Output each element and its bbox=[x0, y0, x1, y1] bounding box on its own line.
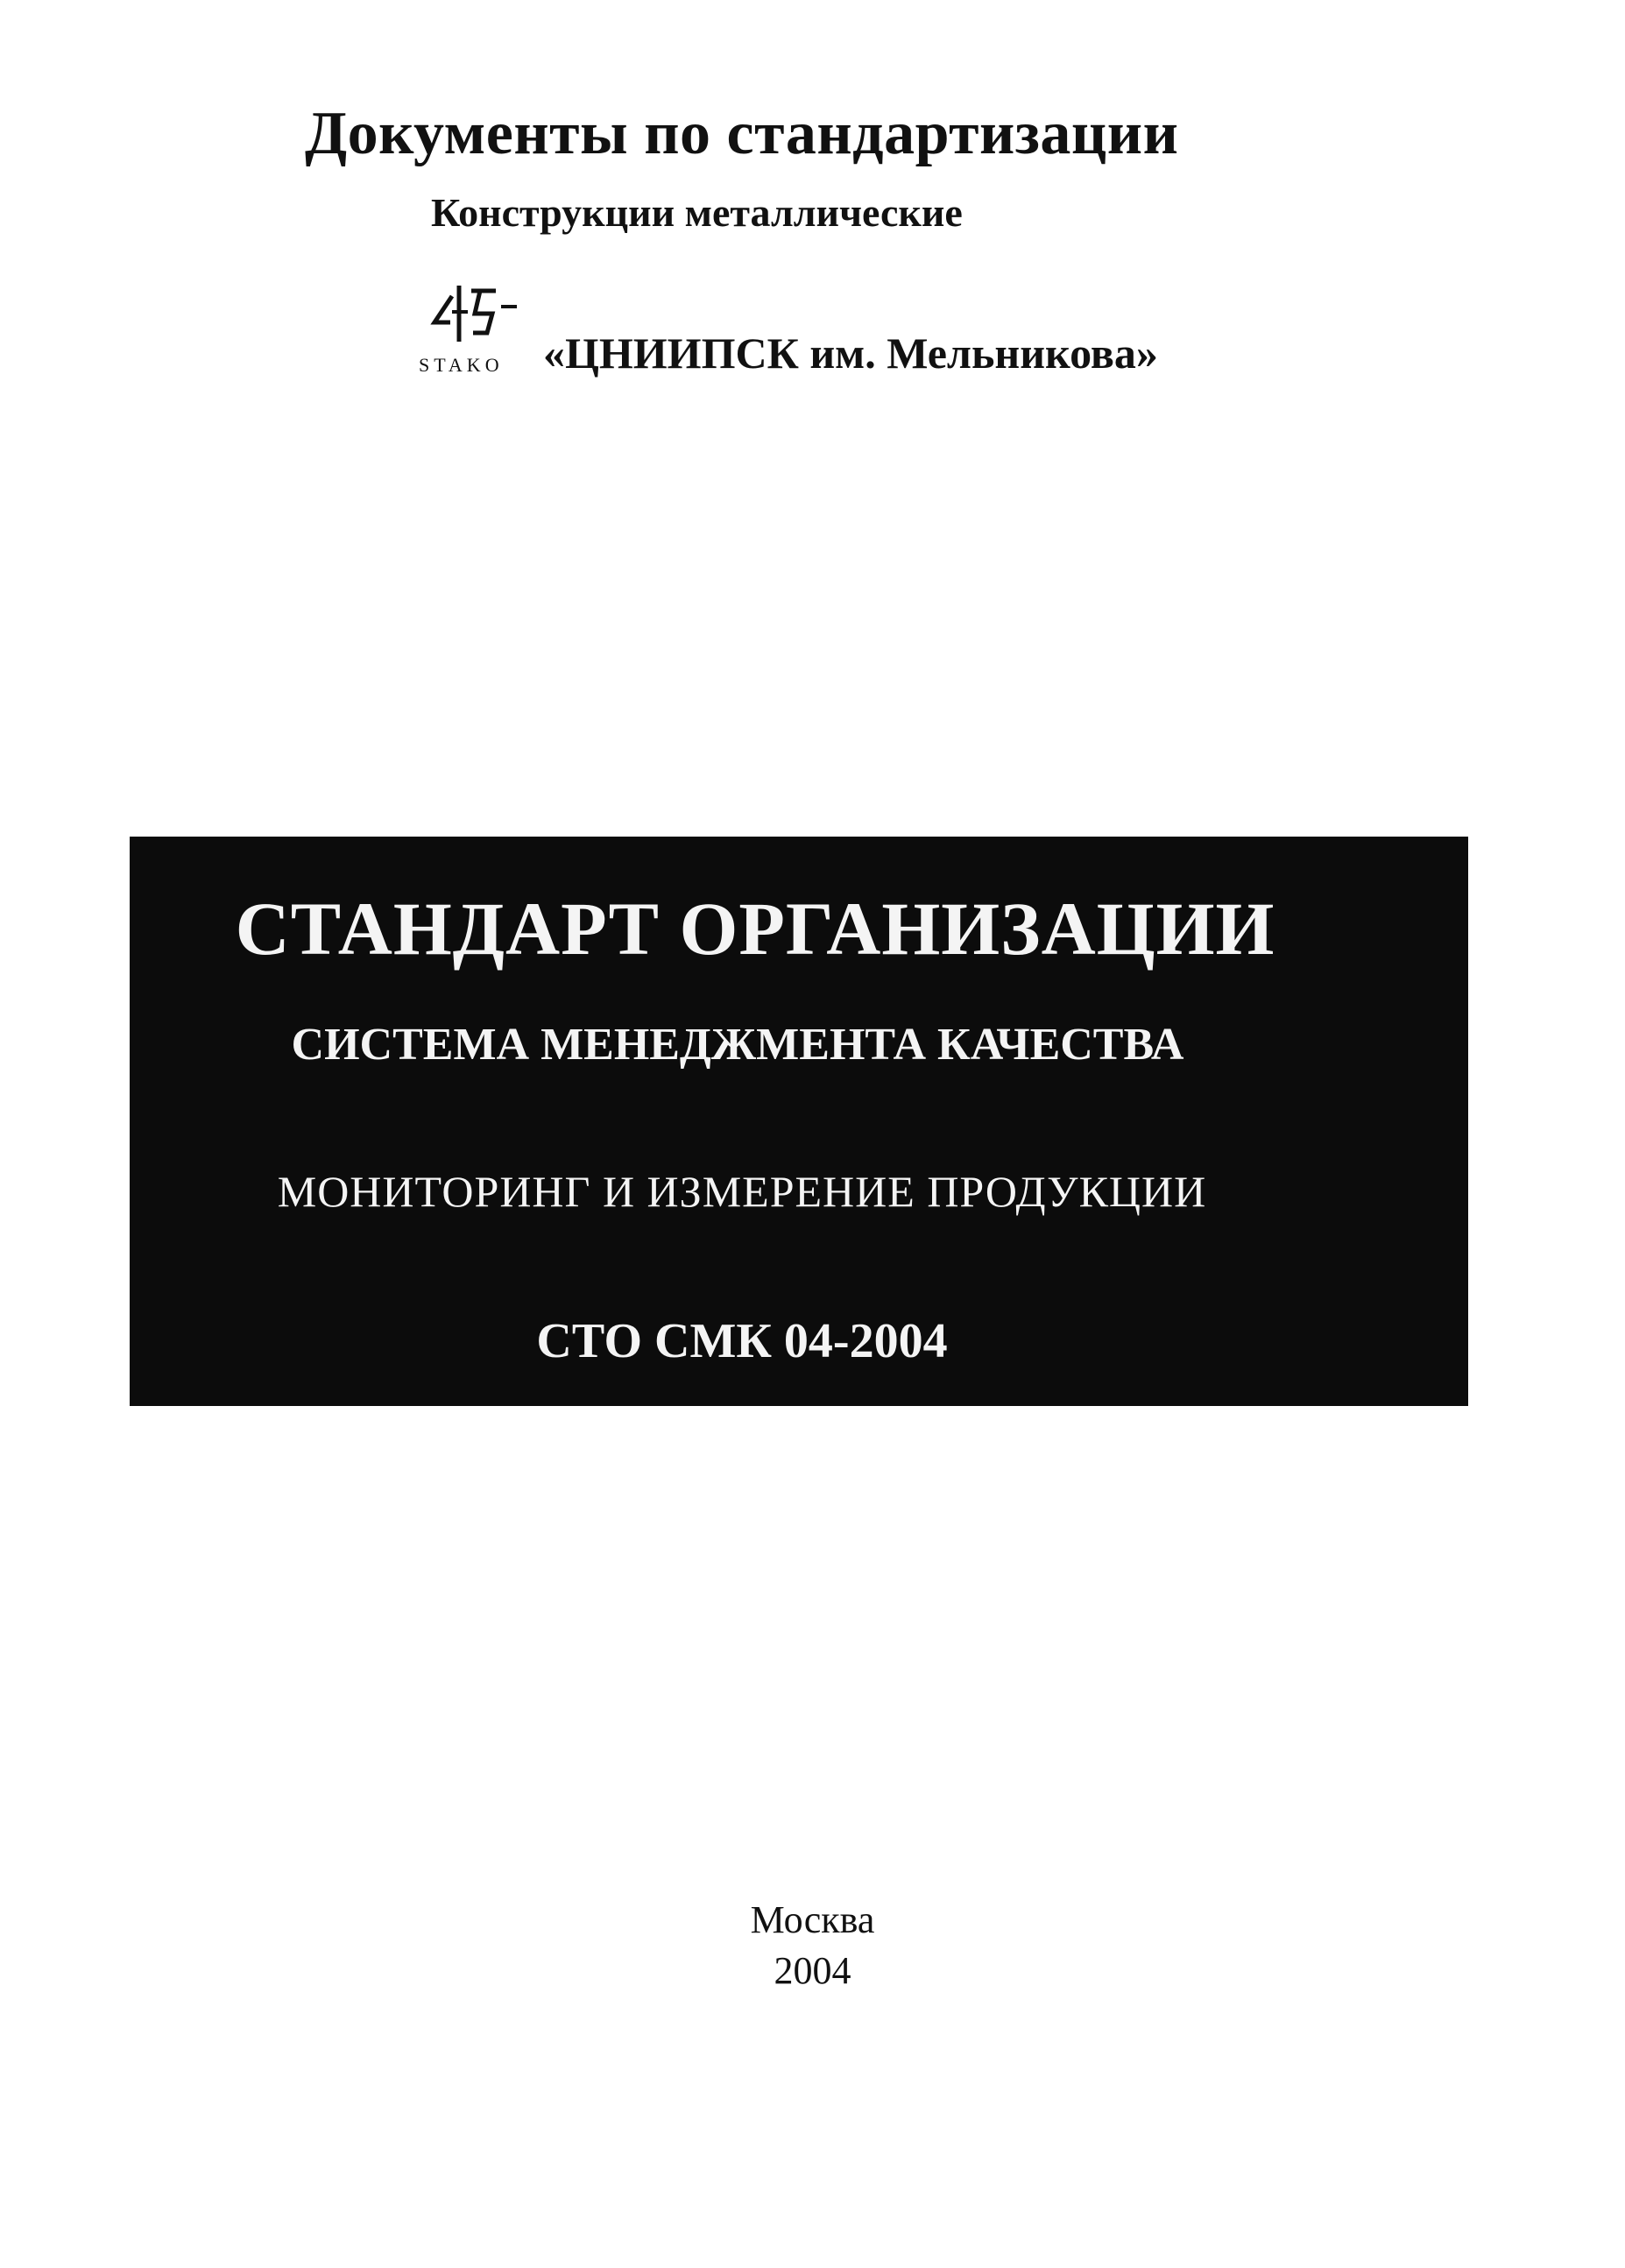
system-name: СИСТЕМА МЕНЕДЖМЕНТА КАЧЕСТВА bbox=[291, 1020, 1184, 1070]
organization-name: «ЦНИИПСК им. Мельникова» bbox=[543, 329, 1158, 378]
title-banner bbox=[130, 837, 1468, 1406]
document-topic: МОНИТОРИНГ И ИЗМЕРЕНИЕ ПРОДУКЦИИ bbox=[277, 1167, 1207, 1216]
publication-year: 2004 bbox=[774, 1949, 851, 1992]
standard-kind: СТАНДАРТ ОРГАНИЗАЦИИ bbox=[235, 887, 1275, 971]
publisher-logo bbox=[419, 279, 541, 375]
publication-city: Москва bbox=[750, 1898, 875, 1941]
stako-logo-icon bbox=[426, 279, 531, 349]
series-title: Документы по стандартизации bbox=[305, 100, 1179, 167]
series-subtitle: Конструкции металлические bbox=[431, 190, 963, 235]
document-code: СТО СМК 04-2004 bbox=[536, 1314, 948, 1368]
logo-caption: STAKO bbox=[419, 354, 504, 376]
